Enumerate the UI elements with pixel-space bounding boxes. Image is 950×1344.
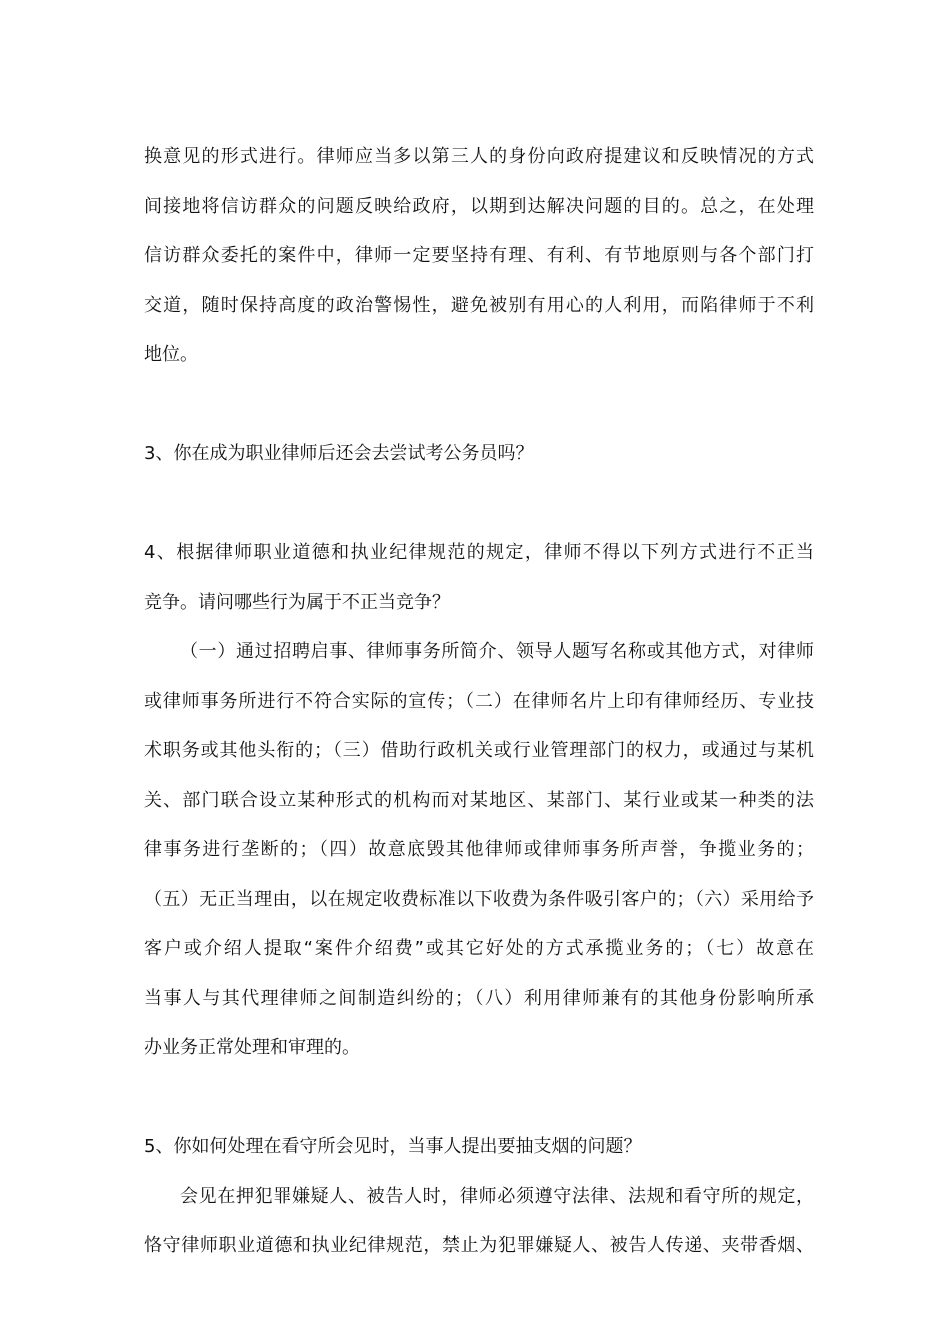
question-text: 3、你在成为职业律师后还会去尝试考公务员吗？ [144, 443, 534, 464]
answer-line: （一）通过招聘启事、律师事务所简介、领导人题写名称或其他方式，对律师 [180, 641, 814, 662]
answer-line: 律事务进行垄断的；（四）故意底毁其他律师或律师事务所声誉，争揽业务的； [144, 839, 814, 860]
question-5 [144, 1122, 814, 1172]
answer-line: 或律师事务所进行不符合实际的宣传；（二）在律师名片上印有律师经历、专业技 [144, 690, 814, 712]
answer-line: 会见在押犯罪嫌疑人、被告人时，律师必须遵守法律、法规和看守所的规定， [180, 1185, 814, 1207]
paragraph-gap [144, 380, 814, 430]
question-text: 竞争。请问哪些行为属于不正当竞争？ [144, 591, 450, 613]
paragraph-gap [144, 479, 814, 529]
answer-line: （五）无正当理由，以在规定收费标准以下收费为条件吸引客户的；（六）采用给予 [144, 888, 814, 910]
text-line: 信访群众委托的案件中，律师一定要坚持有理、有利、有节地原则与各个部门打 [144, 245, 814, 266]
answer-line: 当事人与其代理律师之间制造纠纷的；（八）利用律师兼有的其他身份影响所承 [144, 987, 814, 1009]
text-line: 间接地将信访群众的问题反映给政府，以期到达解决问题的目的。总之，在处理 [144, 195, 814, 217]
document-body [144, 132, 814, 1271]
answer-line: 恪守律师职业道德和执业纪律规范，禁止为犯罪嫌疑人、被告人传递、夹带香烟、 [144, 1235, 814, 1256]
question-text: 4、根据律师职业道德和执业纪律规范的规定，律师不得以下列方式进行不正当 [144, 542, 814, 563]
question-text: 5、你如何处理在看守所会见时，当事人提出要抽支烟的问题？ [144, 1136, 642, 1157]
question-4 [144, 528, 814, 627]
paragraph-gap [144, 1073, 814, 1123]
answer-line: 办业务正常处理和审理的。 [144, 1037, 360, 1058]
text-line: 换意见的形式进行。律师应当多以第三人的身份向政府提建议和反映情况的方式 [144, 146, 814, 167]
text-line: 地位。 [144, 344, 198, 365]
answer-4 [144, 627, 814, 1073]
answer-line: 关、部门联合设立某种形式的机构而对某地区、某部门、某行业或某一种类的法 [144, 789, 814, 811]
answer-5 [144, 1172, 814, 1271]
paragraph-continued [144, 132, 814, 380]
text-line: 交道，随时保持高度的政治警惕性，避免被别有用心的人利用，而陷律师于不利 [144, 294, 814, 316]
answer-line: 客户或介绍人提取“案件介绍费”或其它好处的方式承揽业务的；（七）故意在 [144, 938, 814, 959]
answer-line: 术职务或其他头衔的；（三）借助行政机关或行业管理部门的权力，或通过与某机 [144, 740, 814, 761]
question-3 [144, 429, 814, 479]
